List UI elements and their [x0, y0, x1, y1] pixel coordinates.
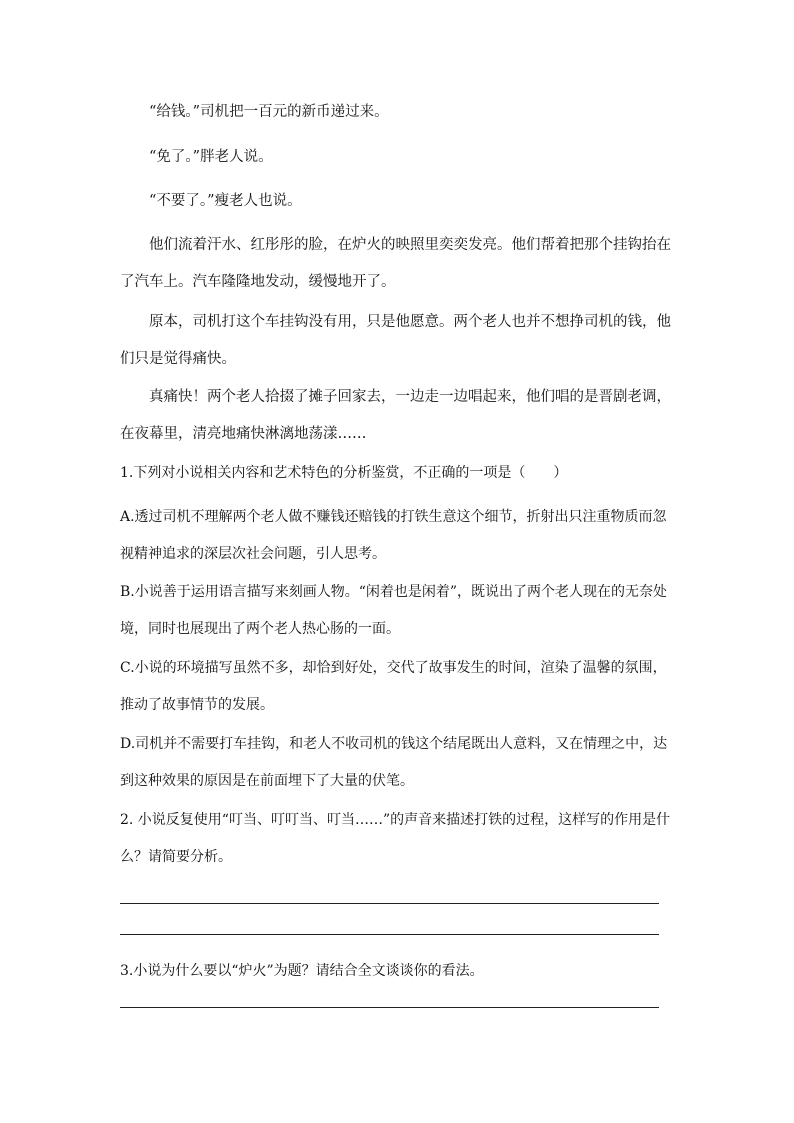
question-3-stem: 3.小说为什么要以“炉火”为题？请结合全文谈谈你的看法。 — [120, 963, 484, 979]
question-1-option-c: C.小说的环境描写虽然不多，却恰到好处，交代了故事发生的时间，渲染了温馨的氛围，推动了故事情节的发展。 — [120, 660, 667, 713]
question-1-stem: 1.下列对小说相关内容和艺术特色的分析鉴赏，不正确的一项是（ ） — [120, 465, 568, 481]
question-1-option-a: A.透过司机不理解两个老人做不赚钱还赔钱的打铁生意这个细节，折射出只注重物质而忽视精神追求的深层次社会问题，引人思考。 — [120, 509, 667, 562]
story-paragraph: 他们流着汗水、红彤彤的脸，在炉火的映照里奕奕发亮。他们帮着把那个挂钩抬在了汽车上。汽车隆隆地发动，缓慢地开了。 — [120, 237, 671, 290]
question-1-option-b: B.小说善于运用语言描写来刻画人物。“闲着也是闲着”，既说出了两个老人现在的无奈处境，同时也展现出了两个老人热心肠的一面。 — [120, 584, 668, 637]
question-1-option-d: D.司机并不需要打车挂钩，和老人不收司机的钱这个结尾既出人意料，又在情理之中，达到这种效果的原因是在前面埋下了大量的伏笔。 — [120, 736, 668, 789]
dialogue-line: “给钱。”司机把一百元的新币递过来。 — [149, 104, 389, 120]
story-paragraph: 真痛快！两个老人拾掇了摊子回家去，一边走一边唱起来，他们唱的是晋剧老调，在夜幕里，清亮地痛快淋漓地荡漾…… — [120, 389, 671, 442]
story-paragraph: 原本，司机打这个车挂钩没有用，只是他愿意。两个老人也并不想挣司机的钱，他们只是觉得痛快。 — [120, 314, 671, 367]
answer-line[interactable] — [120, 1007, 659, 1008]
question-2-stem: 2. 小说反复使用“叮当、叮叮当、叮当……”的声音来描述打铁的过程，这样写的作用是什么？请简要分析。 — [120, 812, 671, 865]
dialogue-line: “免了。”胖老人说。 — [149, 149, 273, 165]
answer-line[interactable] — [120, 934, 659, 935]
answer-line[interactable] — [120, 903, 659, 904]
dialogue-line: “不要了。”瘦老人也说。 — [149, 193, 302, 209]
